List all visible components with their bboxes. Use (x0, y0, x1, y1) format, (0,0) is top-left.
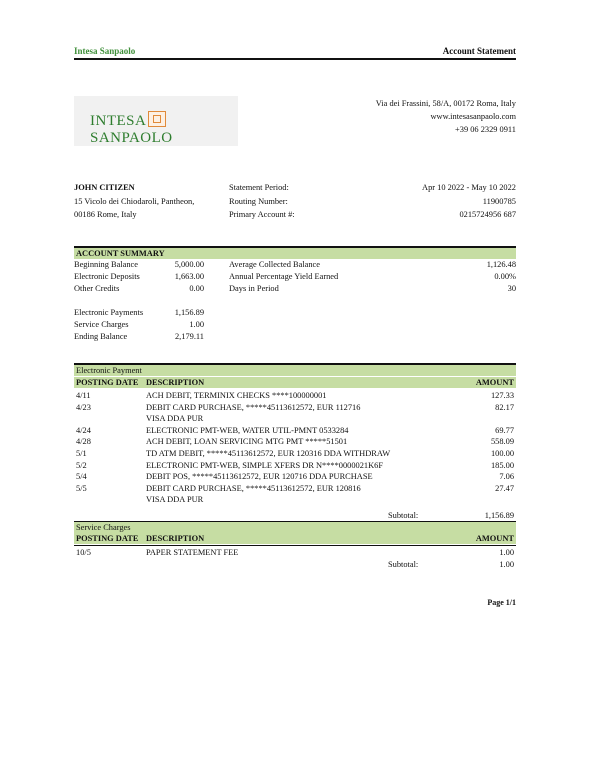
logo-wordmark (90, 111, 238, 147)
summary-label: Electronic Payments (74, 308, 144, 317)
subtotal-label: Subtotal: (388, 560, 419, 569)
account-summary-title: ACCOUNT SUMMARY (76, 249, 165, 258)
service-charges-divider (74, 545, 516, 546)
table-row (74, 471, 516, 482)
table-row (74, 448, 516, 459)
brand-name: Intesa Sanpaolo (74, 46, 136, 56)
account-value: 0215724956 687 (459, 210, 516, 220)
subtotal-value: 1,156.89 (484, 511, 514, 520)
summary-value: 1,156.89 (174, 308, 204, 317)
summary-value: 30 (507, 284, 516, 293)
summary-label: Service Charges (74, 320, 129, 329)
electronic-payment-subtotal (74, 510, 516, 521)
amount: 27.47 (495, 483, 514, 493)
customer-name: JOHN CITIZEN (74, 183, 135, 192)
amount: 558.09 (490, 437, 514, 447)
description: ELECTRONIC PMT-WEB, SIMPLE XFERS DR N****0000021K6F (146, 460, 384, 470)
table-row (74, 413, 516, 424)
column-amount: AMOUNT (475, 378, 514, 387)
service-charges-title: Service Charges (76, 523, 131, 532)
amount: 7.06 (499, 472, 514, 482)
summary-label: Beginning Balance (74, 260, 138, 269)
posting-date: 5/5 (76, 483, 87, 493)
posting-date: 4/11 (76, 391, 91, 400)
page-number: Page 1/1 (487, 598, 516, 607)
customer-block (74, 181, 194, 222)
amount: 127.33 (490, 391, 514, 400)
table-row (74, 547, 516, 558)
subtotal-label: Subtotal: (388, 511, 419, 520)
summary-value: 1,126.48 (486, 260, 516, 269)
posting-date: 5/2 (76, 460, 87, 470)
table-row (74, 436, 516, 447)
summary-value: 2,179.11 (174, 332, 204, 341)
logo-text-right: SANPAOLO (90, 130, 173, 146)
table-row (74, 402, 516, 413)
document-title: Account Statement (442, 46, 516, 56)
statement-values (422, 181, 516, 222)
posting-date: 4/28 (76, 437, 91, 447)
summary-row (74, 271, 204, 283)
posting-date: 5/4 (76, 472, 87, 482)
table-row (74, 494, 516, 505)
description: PAPER STATEMENT FEE (146, 548, 239, 557)
description: ELECTRONIC PMT-WEB, WATER UTIL-PMNT 0533284 (146, 425, 349, 435)
bank-website: www.intesasanpaolo.com (430, 112, 516, 122)
summary-label: Annual Percentage Yield Earned (229, 272, 339, 281)
routing-value: 11900785 (482, 196, 516, 206)
amount: 82.17 (495, 402, 514, 412)
period-label: Statement Period: (229, 183, 289, 192)
service-charges-subtotal (74, 559, 516, 570)
electronic-payment-title: Electronic Payment (76, 366, 142, 375)
posting-date: 4/24 (76, 425, 91, 435)
summary-row (229, 271, 516, 283)
posting-date: 5/1 (76, 449, 87, 458)
account-label: Primary Account #: (229, 210, 295, 220)
bank-address (376, 97, 516, 137)
bank-street: Via dei Frassini, 58/A, 00172 Roma, Italy (375, 99, 516, 108)
logo-text-left: INTESA (90, 113, 147, 129)
electronic-payment-section-header (74, 363, 516, 376)
summary-row (74, 331, 204, 343)
description: DEBIT CARD PURCHASE, *****45113612572, EUR 112716 (146, 402, 361, 412)
amount: 100.00 (490, 449, 514, 458)
description: DEBIT POS, *****45113612572, EUR 120716 DDA PURCHASE (146, 472, 373, 482)
description: ACH DEBIT, LOAN SERVICING MTG PMT *****51501 (146, 437, 348, 447)
summary-row (74, 307, 204, 319)
column-posting-date: POSTING DATE (76, 534, 139, 543)
period-value: Apr 10 2022 - May 10 2022 (422, 183, 516, 192)
summary-label: Average Collected Balance (229, 260, 320, 269)
bank-phone: +39 06 2329 0911 (455, 125, 516, 135)
summary-label: Other Credits (74, 284, 120, 293)
summary-label: Days in Period (229, 284, 279, 293)
description: VISA DDA PUR (146, 495, 204, 505)
posting-date: 10/5 (76, 548, 91, 557)
summary-value: 1,663.00 (174, 272, 204, 281)
posting-date: 4/23 (76, 402, 91, 412)
subtotal-value: 1.00 (499, 560, 514, 569)
account-summary-header (74, 246, 516, 259)
description: DEBIT CARD PURCHASE, *****45113612572, EUR 120816 (146, 483, 361, 493)
summary-row (229, 259, 516, 271)
table-row (74, 460, 516, 471)
customer-address-line2: 00186 Rome, Italy (74, 210, 137, 220)
summary-row (74, 259, 204, 271)
summary-value: 0.00% (494, 272, 516, 281)
summary-row (229, 283, 516, 295)
amount: 1.00 (499, 548, 514, 557)
description: VISA DDA PUR (146, 414, 204, 424)
summary-label: Ending Balance (74, 332, 128, 341)
summary-value: 0.00 (189, 284, 204, 293)
column-description: DESCRIPTION (146, 534, 205, 543)
summary-row (74, 319, 204, 331)
amount: 185.00 (490, 460, 514, 470)
statement-labels (229, 181, 295, 222)
service-charges-section-header (74, 521, 516, 533)
column-description: DESCRIPTION (146, 378, 205, 387)
summary-row (74, 283, 204, 295)
amount: 69.77 (495, 425, 514, 435)
column-posting-date: POSTING DATE (76, 378, 139, 387)
description: TD ATM DEBIT, *****45113612572, EUR 120316 DDA WITHDRAW (146, 449, 391, 458)
page-header (74, 44, 516, 60)
table-row (74, 483, 516, 494)
bank-logo (74, 96, 238, 146)
routing-label: Routing Number: (229, 196, 288, 206)
logo-emblem-icon (148, 111, 166, 127)
summary-value: 1.00 (189, 320, 204, 329)
description: ACH DEBIT, TERMINIX CHECKS ****100000001 (146, 391, 327, 400)
customer-address-line1: 15 Vicolo dei Chiodaroli, Pantheon, (74, 196, 195, 206)
table-row (74, 390, 516, 401)
summary-value: 5,000.00 (174, 260, 204, 269)
column-amount: AMOUNT (475, 534, 514, 543)
table-row (74, 425, 516, 436)
service-charges-column-header (74, 533, 516, 544)
summary-label: Electronic Deposits (74, 272, 140, 281)
electronic-payment-column-header (74, 377, 516, 388)
